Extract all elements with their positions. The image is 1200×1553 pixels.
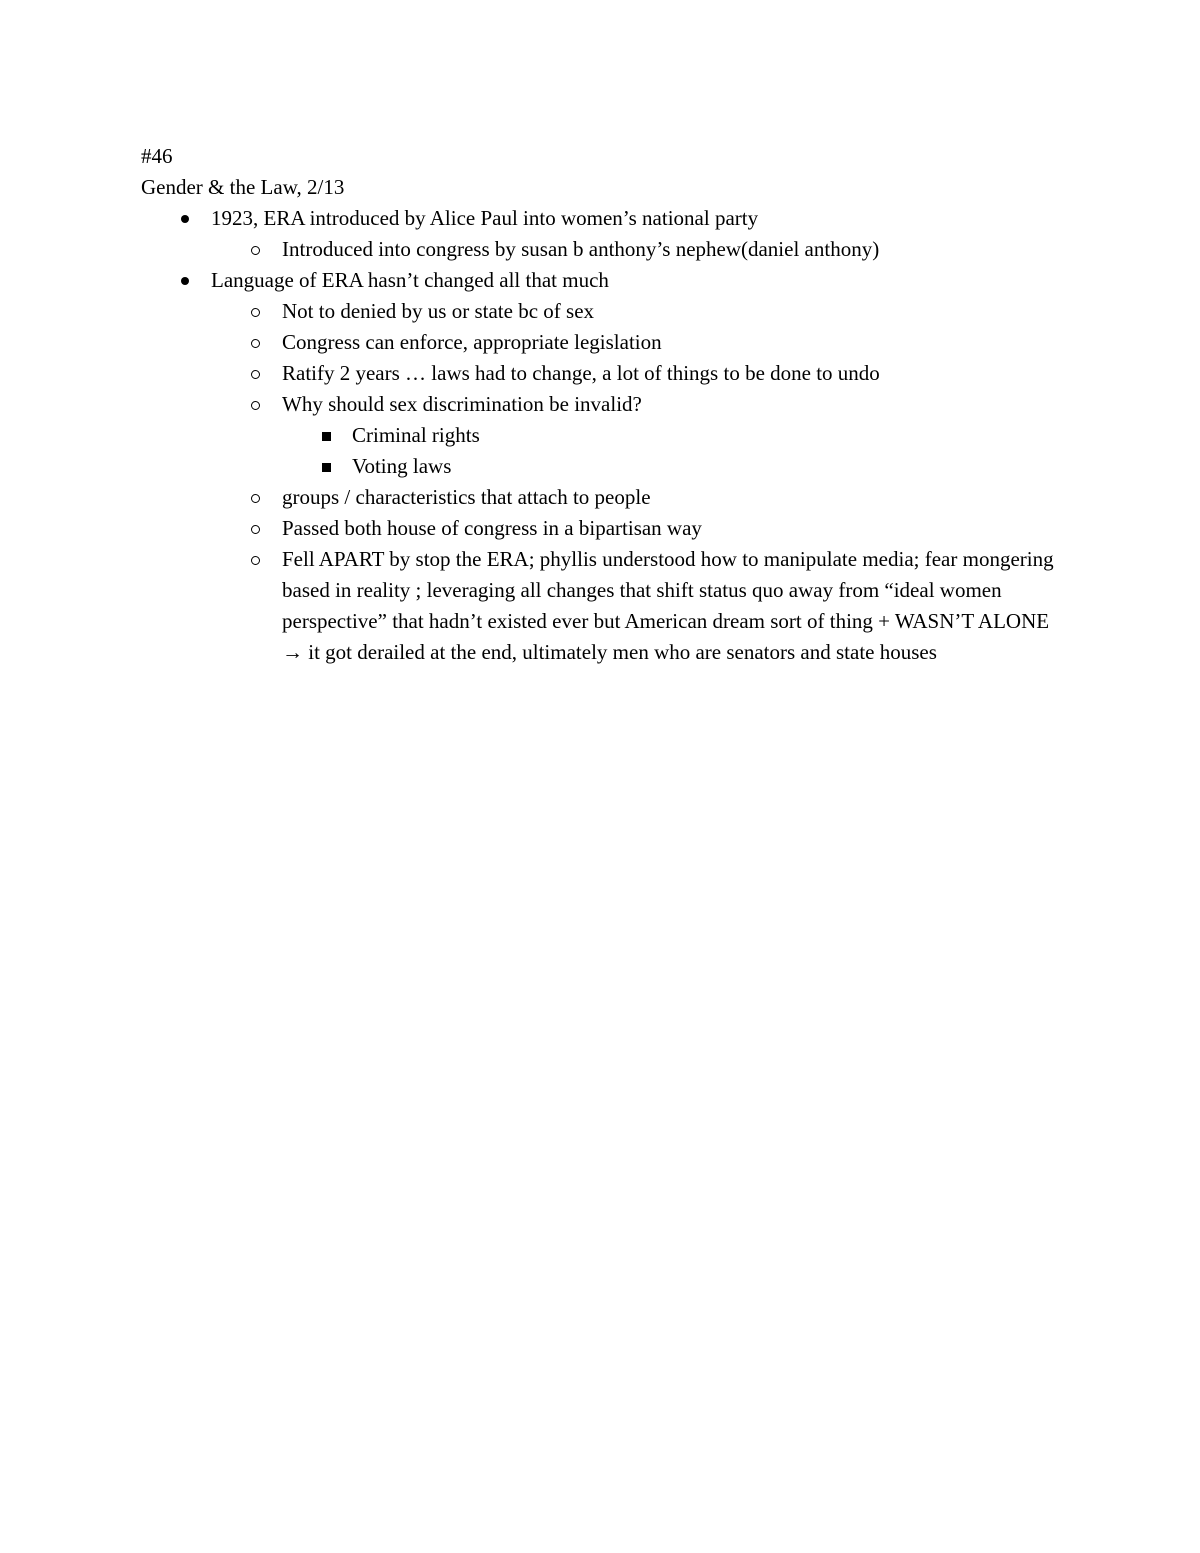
document-number: #46	[141, 144, 173, 168]
list-item-text: Voting laws	[352, 454, 452, 478]
filled-circle-bullet-icon	[181, 215, 189, 223]
list-item-text: Introduced into congress by susan b anthony’s nephew(daniel anthony)	[282, 237, 880, 261]
filled-circle-bullet-icon	[181, 277, 189, 285]
list-item-text: Language of ERA hasn’t changed all that much	[211, 268, 609, 292]
list-item	[141, 234, 1071, 265]
hollow-circle-bullet-icon	[251, 339, 260, 348]
list-item	[141, 358, 1071, 389]
document-body	[141, 141, 1071, 668]
list-item	[141, 265, 1071, 296]
hollow-circle-bullet-icon	[251, 556, 260, 565]
list-item	[141, 513, 1071, 544]
list-item	[141, 482, 1071, 513]
list-item-text: Ratify 2 years … laws had to change, a lot of things to be done to undo	[282, 361, 880, 385]
hollow-circle-bullet-icon	[251, 401, 260, 410]
document-subtitle: Gender & the Law, 2/13	[141, 175, 345, 199]
list-item-text: Congress can enforce, appropriate legislation	[282, 330, 662, 354]
list-item	[141, 389, 1071, 420]
list-item-text: Why should sex discrimination be invalid?	[282, 392, 642, 416]
list-item-text: Passed both house of congress in a bipartisan way	[282, 516, 702, 540]
hollow-circle-bullet-icon	[251, 246, 260, 255]
list-item-text: Fell APART by stop the ERA; phyllis understood how to manipulate media; fear mongering based in reality ; leveraging all changes that shift status quo away from “ideal women perspective” that hadn’t existed ever but American dream sort of thing + WASN’T ALONE → it got derailed at the end, ultimately men who are senators and state houses	[282, 547, 1054, 664]
list-item-text: Criminal rights	[352, 423, 480, 447]
hollow-circle-bullet-icon	[251, 308, 260, 317]
hollow-circle-bullet-icon	[251, 370, 260, 379]
list-item	[141, 296, 1071, 327]
list-item-text: 1923, ERA introduced by Alice Paul into women’s national party	[211, 206, 759, 230]
square-bullet-icon	[322, 463, 331, 472]
list-item-text: Not to denied by us or state bc of sex	[282, 299, 595, 323]
square-bullet-icon	[322, 432, 331, 441]
list-item	[141, 451, 1071, 482]
list-item	[141, 544, 1072, 668]
hollow-circle-bullet-icon	[251, 494, 260, 503]
list-item	[141, 420, 1071, 451]
hollow-circle-bullet-icon	[251, 525, 260, 534]
list-item	[141, 203, 1071, 234]
list-item	[141, 327, 1071, 358]
list-item-text: groups / characteristics that attach to people	[282, 485, 651, 509]
